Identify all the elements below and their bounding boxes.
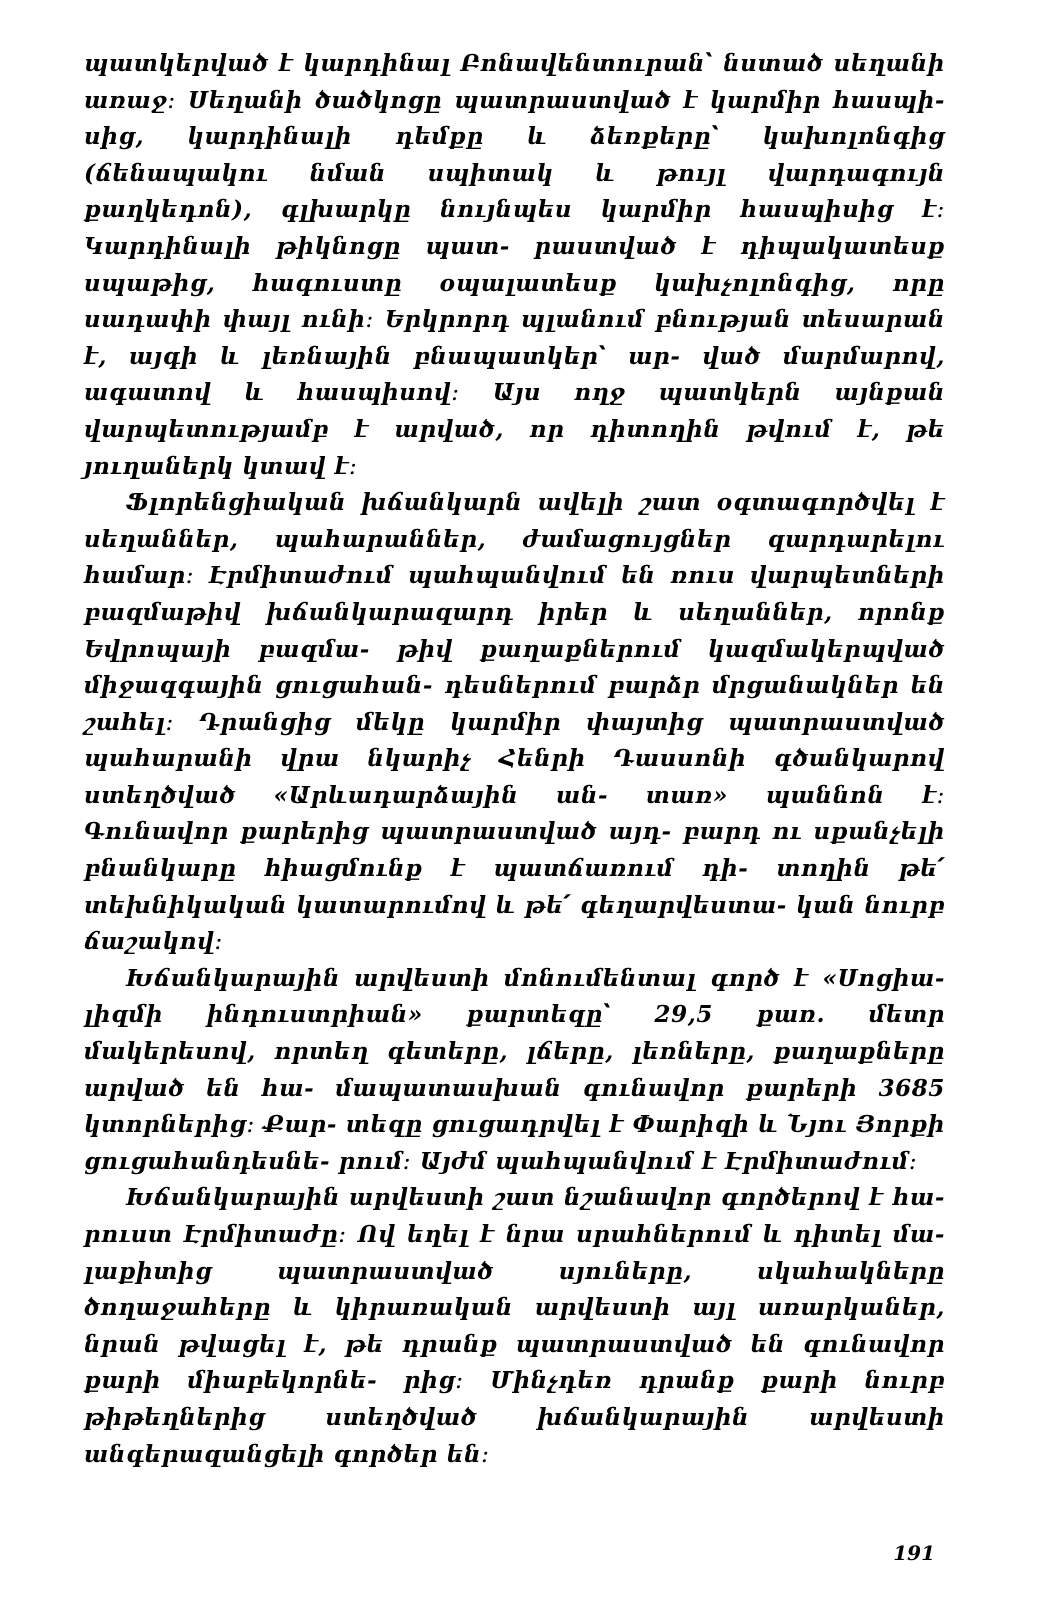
paragraph-4: Խճանկարային արվեստի շատ նշանավոր գործերով է հա- րուստ Էրմիտաժը։ Ով եղել է նրա սրահներում և դիտել մա- լաքիտից պատրաստված սյուները, սկահակները ծողաջահերը և կիրառական արվեստի այլ առարկաներ, նրան թվացել է, թե դրանք պատրաստված են գունավոր քարի միաբեկորնե- րից։ Մինչդեռ դրանք քարի նուրբ թիթեղներից ստեղծված խճանկարային արվեստի անգերազանցելի գործեր են։ (84, 1184, 945, 1468)
paragraph-3: Խճանկարային արվեստի մոնումենտալ գործ է «Սոցիա- լիզմի ինդուստրիան» քարտեզը՝ 29,5 քառ. մետր մակերեսով, որտեղ գետերը, լճերը, լեռները, քաղաքները արված են հա- մապատասխան գունավոր քարերի 3685 կտորներից։ Քար- տեզը ցուցադրվել է Փարիզի և Նյու Յորքի ցուցահանդեսնե- րում։ Այժմ պահպանվում է Էրմիտաժում։ (84, 964, 945, 1175)
paragraph-2: Ֆլորենցիական խճանկարն ավելի շատ օգտագործվել է սեղաններ, պահարաններ, ժամացույցներ զարդարելու համար։ Էրմիտաժում պահպանվում են ռուս վարպետների բազմաթիվ խճանկարազարդ իրեր և սեղաններ, որոնք Եվրոպայի բազմա- թիվ քաղաքներում կազմակերպված միջազգային ցուցահան- դեսներում բարձր մրցանակներ են շահել։ Դրանցից մեկը կարմիր փայտից պատրաստված պահարանի վրա նկարիչ Հենրի Դասսոնի գծանկարով ստեղծված «Արևադարձային ան- տառ» պաննոն է։ Գունավոր քարերից պատրաստված այդ- բարդ ու սքանչելի բնանկարը հիացմունք է պատճառում դի- տողին թե՛ տեխնիկական կատարումով և թե՛ գեղարվեստա- կան նուրբ ճաշակով։ (84, 489, 945, 956)
paragraph-1: պատկերված է կարդինալ Բոնավենտուրան՝ նստած սեղանի առաջ։ Սեղանի ծածկոցը պատրաստված է կարմիր հասպի- սից, կարդինալի դեմքը և ձեռքերը՝ կախոլոնգից (ճենապակու նման սպիտակ և թույլ վարդագույն քաղկեդոն), գլխարկը նույնպես կարմիր հասպիսից է։ Կարդինալի թիկնոցը պատ- րաստված է դիպակատեսք սպաթից, հագուստը օպալատեսք կախչոլոնգից, որը սադափի փայլ ունի։ Երկրորդ պլանում բնության տեսարան է, այգի և լեռնային բնապատկեր՝ ար- ված մարմարով, ագատով և հասպիսով։ Այս ողջ պատկերն այնքան վարպետությամբ է արված, որ դիտողին թվում է, թե յուղաներկ կտավ է։ (84, 50, 945, 480)
page-number: 191 (893, 1541, 935, 1565)
